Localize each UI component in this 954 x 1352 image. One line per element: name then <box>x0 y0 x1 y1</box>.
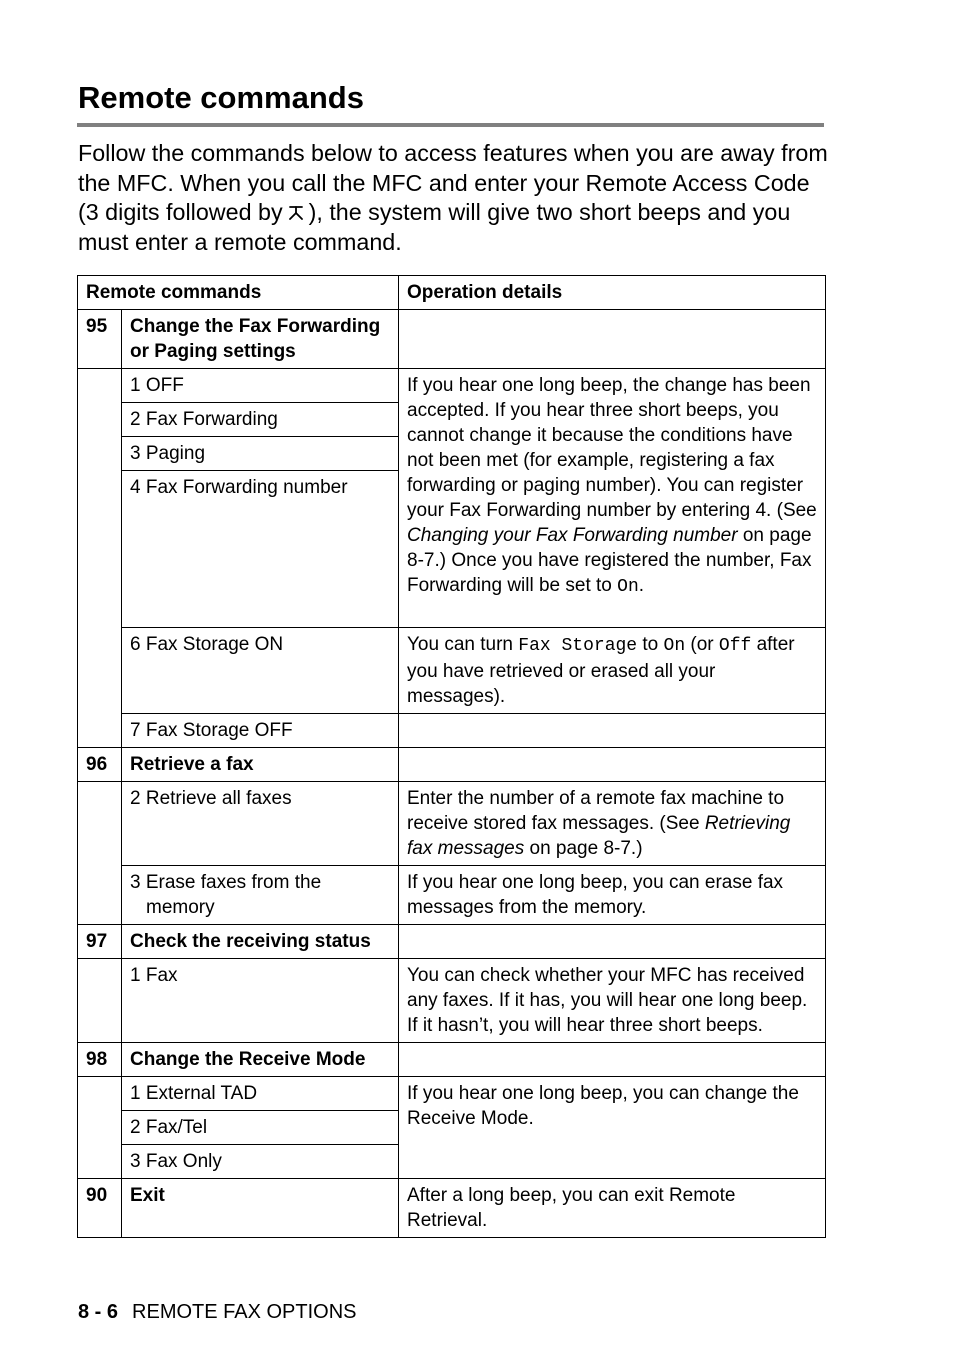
command-number: 97 <box>78 925 122 959</box>
indent-cell <box>78 782 122 925</box>
lcd-text: Fax Storage <box>518 636 638 656</box>
table-row <box>78 1043 826 1077</box>
table-row <box>78 782 826 866</box>
command-number: 95 <box>78 310 122 369</box>
indent-cell <box>78 369 122 748</box>
command-title: Change the Receive Mode <box>122 1043 399 1077</box>
option-cell: 2 Fax/Tel <box>122 1111 399 1145</box>
asterisk-icon <box>288 198 304 228</box>
option-cell: 3 Erase faxes from the memory <box>122 866 399 925</box>
title-rule <box>77 123 824 127</box>
table-row <box>78 310 826 369</box>
option-cell: 1 OFF <box>122 369 399 403</box>
lcd-text: On <box>663 636 686 656</box>
section-name: REMOTE FAX OPTIONS <box>132 1301 357 1323</box>
cross-reference: Retrieving fax messages <box>407 813 791 859</box>
command-number: 96 <box>78 748 122 782</box>
table-header-row <box>78 276 826 310</box>
detail-cell <box>399 925 826 959</box>
header-commands: Remote commands <box>78 276 399 310</box>
command-title: Check the receiving status <box>122 925 399 959</box>
detail-cell: After a long beep, you can exit Remote Retrieval. <box>399 1179 826 1238</box>
page-title: Remote commands <box>78 80 364 115</box>
command-number: 98 <box>78 1043 122 1077</box>
detail-cell <box>399 310 826 369</box>
command-number: 90 <box>78 1179 122 1238</box>
indent-cell <box>78 1077 122 1179</box>
option-cell: 2 Retrieve all faxes <box>122 782 399 866</box>
page-footer <box>78 1301 357 1324</box>
detail-cell: If you hear one long beep, you can change the Receive Mode. <box>399 1077 826 1179</box>
table-row <box>78 925 826 959</box>
option-cell: 6 Fax Storage ON <box>122 628 399 714</box>
lcd-text: On <box>617 577 639 597</box>
table-row <box>78 866 826 925</box>
header-details: Operation details <box>399 276 826 310</box>
detail-cell: You can check whether your MFC has received any faxes. If it has, you will hear one long beep. If it hasn’t, you will hear three short beeps. <box>399 959 826 1043</box>
detail-cell <box>399 714 826 748</box>
indent-cell <box>78 959 122 1043</box>
command-title: Retrieve a fax <box>122 748 399 782</box>
cross-reference: Changing your Fax Forwarding number <box>407 525 738 546</box>
detail-cell: If you hear one long beep, you can erase fax messages from the memory. <box>399 866 826 925</box>
table-row <box>78 748 826 782</box>
option-cell: 2 Fax Forwarding <box>122 403 399 437</box>
detail-cell: Enter the number of a remote fax machine to receive stored fax messages. (See Retrieving fax messages on page 8-7.) <box>399 782 826 866</box>
option-cell: 3 Fax Only <box>122 1145 399 1179</box>
table-row <box>78 1077 826 1111</box>
intro-paragraph <box>78 139 828 258</box>
table-row <box>78 1179 826 1238</box>
option-cell: 1 External TAD <box>122 1077 399 1111</box>
detail-cell <box>399 748 826 782</box>
option-cell: 7 Fax Storage OFF <box>122 714 399 748</box>
option-cell: 4 Fax Forwarding number <box>122 471 399 628</box>
lcd-text: Off <box>718 636 752 656</box>
table-row <box>78 959 826 1043</box>
detail-cell: If you hear one long beep, the change has been accepted. If you hear three short beeps, you cannot change it because the conditions have not been met (for example, registering a fax forwarding or paging number). You can register your Fax Forwarding number by entering 4. (See Changing your Fax Forwarding number on page 8-7.) Once you have registered the number, Fax Forwarding will be set to On. <box>399 369 826 628</box>
page-number: 8 - 6 <box>78 1301 119 1323</box>
detail-cell: You can turn Fax Storage to On (or Off after you have retrieved or erased all your messages). <box>399 628 826 714</box>
table-row <box>78 628 826 714</box>
remote-commands-table <box>77 275 826 1238</box>
option-cell: 1 Fax <box>122 959 399 1043</box>
table-row <box>78 714 826 748</box>
option-cell: 3 Paging <box>122 437 399 471</box>
table-row <box>78 369 826 403</box>
intro-text-1: Follow the commands below to access features when you are away from the MFC. When you call the MFC and enter your Remote Access Code (3 digits followed by <box>78 140 828 226</box>
intro-text-2: ), the system will give two short beeps and you must enter a remote command. <box>78 199 791 256</box>
command-title: Change the Fax Forwarding or Paging settings <box>122 310 399 369</box>
detail-cell <box>399 1043 826 1077</box>
command-title: Exit <box>122 1179 399 1238</box>
